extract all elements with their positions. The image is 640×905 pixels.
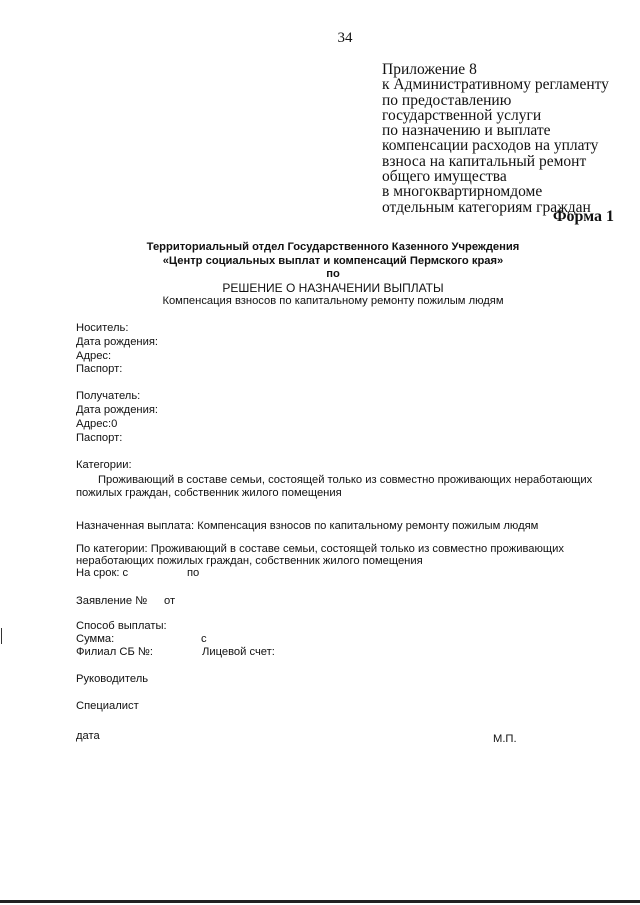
term-label: На срок: с <box>76 567 129 579</box>
carrier-passport: Паспорт: <box>76 363 123 375</box>
appendix-line: в многоквартирномдоме <box>382 183 543 201</box>
stamp-place-label: М.П. <box>493 733 517 745</box>
scan-margin-mark <box>1 628 2 644</box>
document-title: РЕШЕНИЕ О НАЗНАЧЕНИИ ВЫПЛАТЫ <box>222 280 444 295</box>
appendix-line: государственной услуги <box>382 106 542 124</box>
carrier-address: Адрес: <box>76 350 112 362</box>
scan-bottom-edge <box>0 900 640 903</box>
appendix-line: общего имущества <box>382 168 507 186</box>
appendix-line: отдельным категориям граждан <box>382 198 591 216</box>
application-date-label: от <box>164 595 176 607</box>
document-header <box>0 241 640 309</box>
form-label: Форма 1 <box>552 208 614 225</box>
appendix-line: компенсации расходов на уплату <box>382 137 599 155</box>
document-subtitle: Компенсация взносов по капитальному ремонту пожилым людям <box>162 295 504 308</box>
head-signature-label: Руководитель <box>76 673 149 685</box>
appendix-line: по предоставлению <box>382 91 512 109</box>
org-name-line: Территориальный отдел Государственного Казенного Учреждения <box>146 241 520 253</box>
categories-text-line: Проживающий в составе семьи, состоящей только из совместно проживающих неработающих <box>98 474 593 486</box>
account-number-label: Лицевой счет: <box>202 646 275 658</box>
org-name-line: «Центр социальных выплат и компенсаций Пермского края» <box>162 254 504 267</box>
bank-branch-label: Филиал СБ №: <box>76 646 154 658</box>
appendix-line: к Административному регламенту <box>382 76 609 94</box>
carrier-birth-date: Дата рождения: <box>76 336 159 348</box>
org-name-line: по <box>326 268 340 281</box>
recipient-label: Получатель: <box>76 390 141 402</box>
categories-text-line: пожилых граждан, собственник жилого помещения <box>76 487 342 499</box>
appendix-note <box>382 62 609 215</box>
categories-label: Категории: <box>76 459 132 471</box>
recipient-passport: Паспорт: <box>76 432 123 444</box>
carrier-label: Носитель: <box>76 322 129 334</box>
assigned-payment: Назначенная выплата: Компенсация взносов по капитальному ремонту пожилым людям <box>76 520 539 532</box>
payment-from-label: с <box>201 633 207 645</box>
appendix-line: Приложение 8 <box>382 61 477 78</box>
page-number: 34 <box>337 30 353 46</box>
recipient-birth-date: Дата рождения: <box>76 404 159 416</box>
payment-method-label: Способ выплаты: <box>76 620 167 632</box>
payment-sum-label: Сумма: <box>76 633 115 645</box>
application-number-label: Заявление № <box>76 595 148 607</box>
term-to-label: по <box>187 567 200 579</box>
recipient-address: Адрес:0 <box>76 418 118 430</box>
by-category-line: неработающих пожилых граждан, собственник жилого помещения <box>76 555 423 567</box>
specialist-signature-label: Специалист <box>76 700 139 712</box>
by-category-line: По категории: Проживающий в составе семьи, состоящей только из совместно проживающих <box>76 543 564 555</box>
appendix-line: взноса на капитальный ремонт <box>382 152 587 170</box>
date-label: дата <box>76 730 100 742</box>
appendix-line: по назначению и выплате <box>382 122 551 140</box>
